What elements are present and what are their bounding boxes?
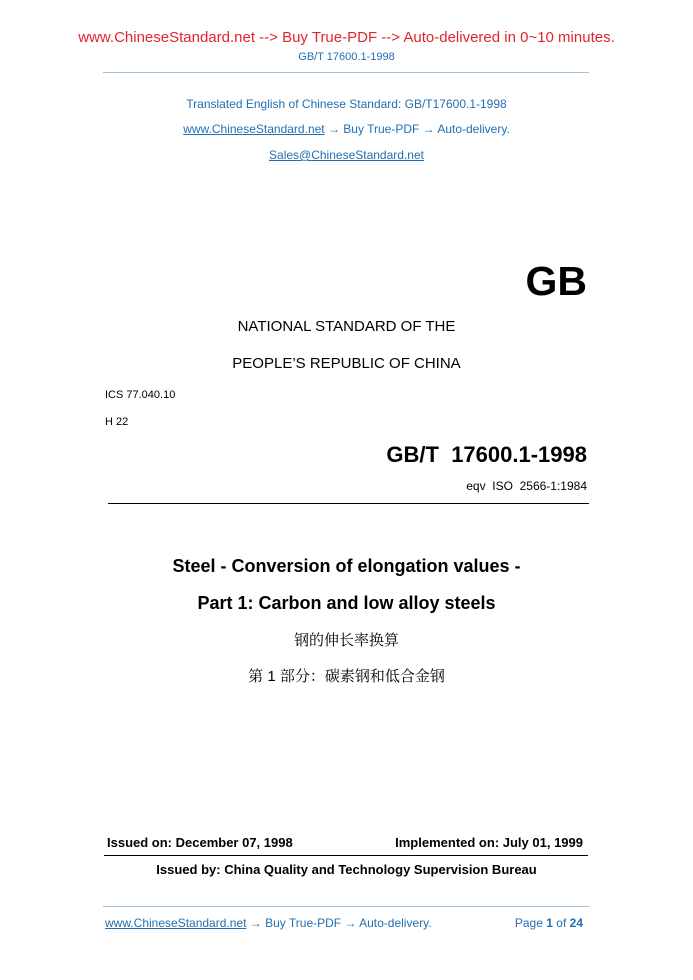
header-promo[interactable]: www.ChineseStandard.net --> Buy True-PDF --> Auto-delivered in 0~10 minutes. (78, 29, 615, 46)
footer-buy-text: → Buy True-PDF → Auto-delivery. (246, 916, 432, 930)
title-en-line1: Steel - Conversion of elongation values - (172, 556, 521, 576)
page-number: 1 (546, 916, 553, 930)
issuer: Issued by: China Quality and Technology Supervision Bureau (156, 862, 537, 877)
page-total: 24 (569, 916, 583, 930)
translation-buy-line (0, 122, 693, 136)
chinesestandard-link[interactable]: www.ChineseStandard.net (183, 122, 325, 136)
title-en-line2: Part 1: Carbon and low alloy steels (197, 593, 496, 613)
sales-email-line (0, 148, 693, 162)
sales-email-link[interactable]: Sales@ChineseStandard.net (269, 148, 424, 162)
title-zh-line1: 钢的伸长率换算 (293, 632, 399, 649)
implemented-date: Implemented on: July 01, 1999 (395, 835, 583, 850)
header-divider (103, 72, 589, 73)
header-doc-id: GB/T 17600.1-1998 (298, 51, 395, 63)
translation-notice: Translated English of Chinese Standard: GB/T17600.1-1998 (186, 97, 507, 111)
buy-line-text: → Buy True-PDF → Auto-delivery. (324, 122, 510, 136)
title-zh-line2: 第 1 部分：碳素钢和低合金钢 (248, 668, 445, 685)
standard-number: GB/T 17600.1-1998 (386, 442, 587, 467)
equivalent-standard: eqv ISO 2566-1:1984 (466, 479, 587, 493)
of-label: of (556, 916, 567, 930)
footer-divider (103, 906, 589, 907)
national-standard-line2: PEOPLE’S REPUBLIC OF CHINA (232, 355, 461, 372)
number-divider (108, 503, 589, 504)
issued-date: Issued on: December 07, 1998 (107, 835, 293, 850)
footer-chinesestandard-link[interactable]: www.ChineseStandard.net (105, 916, 247, 930)
footer-buy-line (105, 916, 432, 930)
ccs-code: H 22 (105, 416, 129, 428)
page-label: Page (514, 916, 543, 930)
dates-divider (104, 855, 588, 856)
national-standard-line1: NATIONAL STANDARD OF THE (237, 318, 456, 335)
page-indicator (515, 916, 583, 930)
gb-mark: GB (525, 258, 587, 304)
ics-code: ICS 77.040.10 (105, 389, 176, 401)
